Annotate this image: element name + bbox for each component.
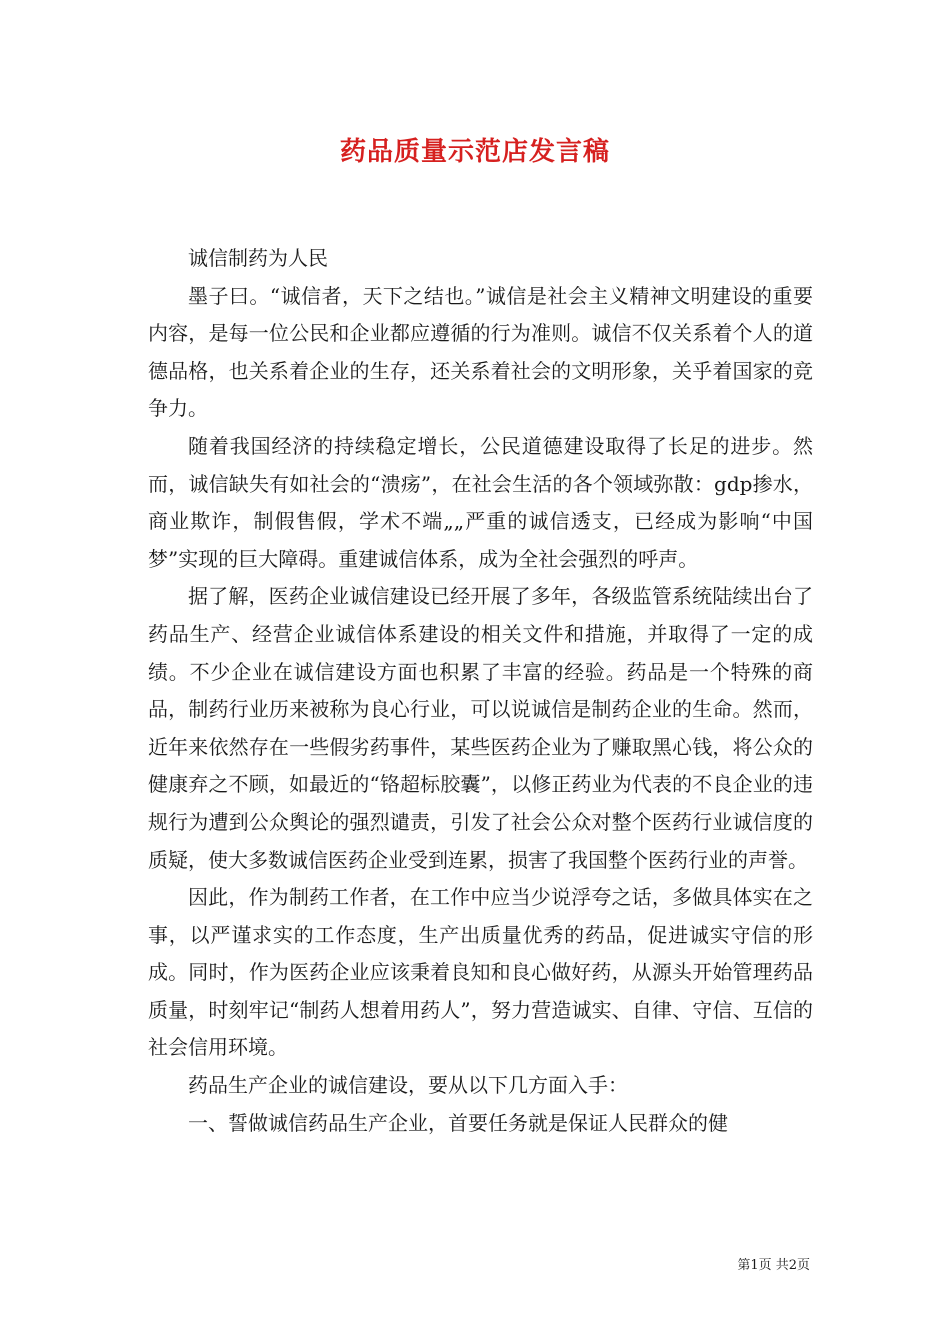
paragraph-3: 据了解，医药企业诚信建设已经开展了多年，各级监管系统陆续出台了药品生产、经营企业诚信体系建设的相关文件和措施，并取得了一定的成绩。不少企业在诚信建设方面也积累了丰富的经验。药品是一个特殊的商品，制药行业历来被称为良心行业，可以说诚信是制药企业的生命。然而，近年来依然存在一些假劣药事件，某些医药企业为了赚取黑心钱，将公众的健康弃之不顾，如最近的“铬超标胶囊”，以修正药业为代表的不良企业的违规行为遭到公众舆论的强烈谴责，引发了社会公众对整个医药行业诚信度的质疑，使大多数诚信医药企业受到连累，损害了我国整个医药行业的声誉。	[148, 584, 813, 872]
paragraph-5: 药品生产企业的诚信建设，要从以下几方面入手：	[188, 1073, 628, 1098]
paragraph-2: 随着我国经济的持续稳定增长，公民道德建设取得了长足的进步。然而，诚信缺失有如社会的“溃疡”，在社会生活的各个领域弥散：gdp掺水，商业欺诈，制假售假，学术不端„„严重的诚信透支，已经成为影响“中国梦”实现的巨大障碍。重建诚信体系，成为全社会强烈的呼声。	[148, 433, 813, 571]
document-title: 药品质量示范店发言稿	[339, 137, 610, 167]
paragraph-6: 一、誓做诚信药品生产企业，首要任务就是保证人民群众的健	[188, 1110, 728, 1135]
paragraph-4: 因此，作为制药工作者，在工作中应当少说浮夸之话，多做具体实在之事，以严谨求实的工作态度，生产出质量优秀的药品，促进诚实守信的形成。同时，作为医药企业应该秉着良知和良心做好药，从源头开始管理药品质量，时刻牢记“制药人想着用药人”，努力营造诚实、自律、守信、互信的社会信用环境。	[148, 885, 813, 1060]
paragraph-1: 墨子曰。“诚信者，天下之结也。”诚信是社会主义精神文明建设的重要内容，是每一位公民和企业都应遵循的行为准则。诚信不仅关系着个人的道德品格，也关系着企业的生存，还关系着社会的文明形象，关乎着国家的竞争力。	[148, 283, 813, 421]
document-subheading: 诚信制药为人民	[188, 246, 328, 270]
page-number: 第1页 共2页	[737, 1258, 810, 1273]
document-body	[148, 240, 813, 1142]
